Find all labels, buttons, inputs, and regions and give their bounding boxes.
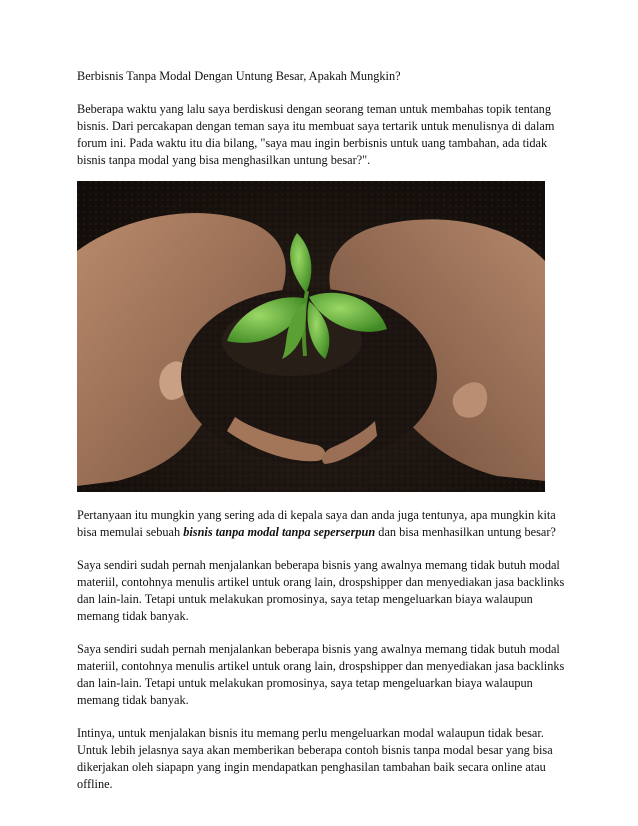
document-page — [77, 68, 571, 809]
seedling-in-hands-photo — [77, 181, 545, 492]
paragraph-conclusion: Intinya, untuk menjalakan bisnis itu memang perlu mengeluarkan modal walaupun tidak besar. Untuk lebih jelasnya saya akan memberikan beberapa contoh bisnis tanpa modal besar yang bisa dikerjakan oleh siapapn yang ingin mendapatkan penghasilan tambahan baik secara online atau offline. — [77, 726, 553, 791]
article-title: Berbisnis Tanpa Modal Dengan Untung Besar, Apakah Mungkin? — [77, 69, 401, 83]
paragraph-experience-2: Saya sendiri sudah pernah menjalankan beberapa bisnis yang awalnya memang tidak butuh modal materiil, contohnya menulis artikel untuk orang lain, drospshipper dan menyediakan jasa backlinks dan lain-lain. Tetapi untuk melakukan promosinya, saya tetap mengeluarkan biaya walaupun memang tidak banyak. — [77, 642, 565, 707]
paragraph-experience-1: Saya sendiri sudah pernah menjalankan beberapa bisnis yang awalnya memang tidak butuh modal materiil, contohnya menulis artikel untuk orang lain, drospshipper dan menyediakan jasa backlinks dan lain-lain. Tetapi untuk melakukan promosinya, saya tetap mengeluarkan biaya walaupun memang tidak banyak. — [77, 558, 565, 623]
paragraph-question-text-2: dan bisa menhasilkan untung besar? — [375, 525, 556, 539]
keyword-bold-italic: bisnis tanpa modal tanpa seperserpun — [183, 525, 376, 539]
paragraph-question — [77, 507, 571, 541]
paragraph-intro: Beberapa waktu yang lalu saya berdiskusi dengan seorang teman untuk membahas topik tentang bisnis. Dari percakapan dengan teman saya itu membuat saya tertarik untuk menulisnya di dalam forum ini. Pada waktu itu dia bilang, "saya mau ingin berbisnis untuk uang tambahan, ada tidak bisnis tanpa modal yang bisa menghasilkan untung besar?". — [77, 102, 555, 167]
paragraph-question-text-1: Pertanyaan itu mungkin yang sering ada di kepala saya dan anda juga tentunya, apa mungkin kita bisa memulai sebuah — [77, 508, 556, 539]
